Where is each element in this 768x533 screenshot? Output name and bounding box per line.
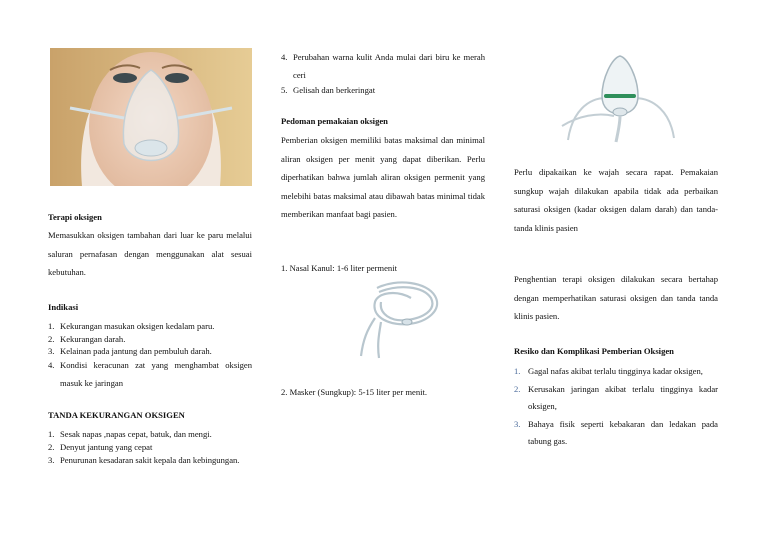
list-item: 2. Kerusakan jaringan akibat terlalu tingginya kadar oksigen,: [514, 383, 718, 411]
section-title-indikasi: Indikasi: [48, 302, 79, 312]
list-number: 1.: [281, 263, 290, 273]
resiko-list: [514, 363, 718, 451]
nasal-cannula-image: [357, 278, 453, 362]
section-title-terapi-oksigen: Terapi oksigen: [48, 212, 102, 222]
list-item: 4. Kondisi keracunan zat yang menghambat oksigen masuk ke jaringan: [48, 359, 252, 388]
indikasi-list: [48, 320, 252, 392]
list-item: 1. Kekurangan masukan oksigen kedalam paru.: [48, 321, 215, 331]
list-item: 5. Gelisah dan berkeringat: [281, 85, 376, 95]
list-item: 2. Denyut jantung yang cepat: [48, 441, 153, 452]
terapi-oksigen-text: Memasukkan oksigen tambahan dari luar ke paru melalui saluran pernafasan dengan menggunakan alat sesuai kebutuhan.: [48, 230, 252, 277]
penghentian-text: Penghentian terapi oksigen dilakukan secara bertahap dengan memperhatikan saturasi oksigen dan tanda tanda klinis pasien.: [514, 274, 718, 321]
device-masker: 2. Masker (Sungkup): 5-15 liter per menit.: [281, 387, 428, 397]
list-item: 2. Kekurangan darah.: [48, 333, 126, 344]
section-title-resiko: Resiko dan Komplikasi Pemberian Oksigen: [514, 346, 674, 356]
list-item: 1. Gagal nafas akibat terlalu tingginya kadar oksigen,: [514, 366, 703, 376]
section-title-tanda-kekurangan: TANDA KEKURANGAN OKSIGEN: [48, 410, 185, 420]
list-number: 2.: [281, 387, 290, 397]
list-item: 4. Perubahan warna kulit Anda mulai dari biru ke merah ceri: [281, 52, 485, 80]
list-item: 3. Kelainan pada jantung dan pembuluh darah.: [48, 346, 212, 356]
device-nasal-kanul: 1. Nasal Kanul: 1-6 liter permenit: [281, 263, 397, 273]
section-title-pedoman: Pedoman pemakaian oksigen: [281, 116, 388, 126]
pedoman-text: Pemberian oksigen memiliki batas maksimal dan minimal aliran oksigen per menit yang dapat diberikan. Perlu diperhatikan bahwa jumlah aliran oksigen permenit yang melebihi batas maksimal atau dibawah batas minimal tidak memberikan manfaat bagi pasien.: [281, 135, 485, 219]
tanda-list-continued: [281, 48, 485, 96]
list-item: 3. Penurunan kesadaran sakit kepala dan kebingungan.: [48, 455, 240, 465]
list-item: 3. Bahaya fisik seperti kebakaran dan ledakan pada tabung gas.: [514, 418, 718, 446]
tanda-list: [48, 428, 252, 469]
oxygen-mask-patient-photo: [50, 48, 252, 186]
masker-usage-text: Perlu dipakaikan ke wajah secara rapat. Pemakaian sungkup wajah dilakukan apabila tidak ada perbaikan saturasi oksigen (kadar oksigen dalam darah) dan tanda-tanda klinis pasien: [514, 167, 718, 233]
list-item: 1. Sesak napas ,napas cepat, batuk, dan mengi.: [48, 429, 212, 439]
oxygen-face-mask-image: [558, 52, 682, 144]
